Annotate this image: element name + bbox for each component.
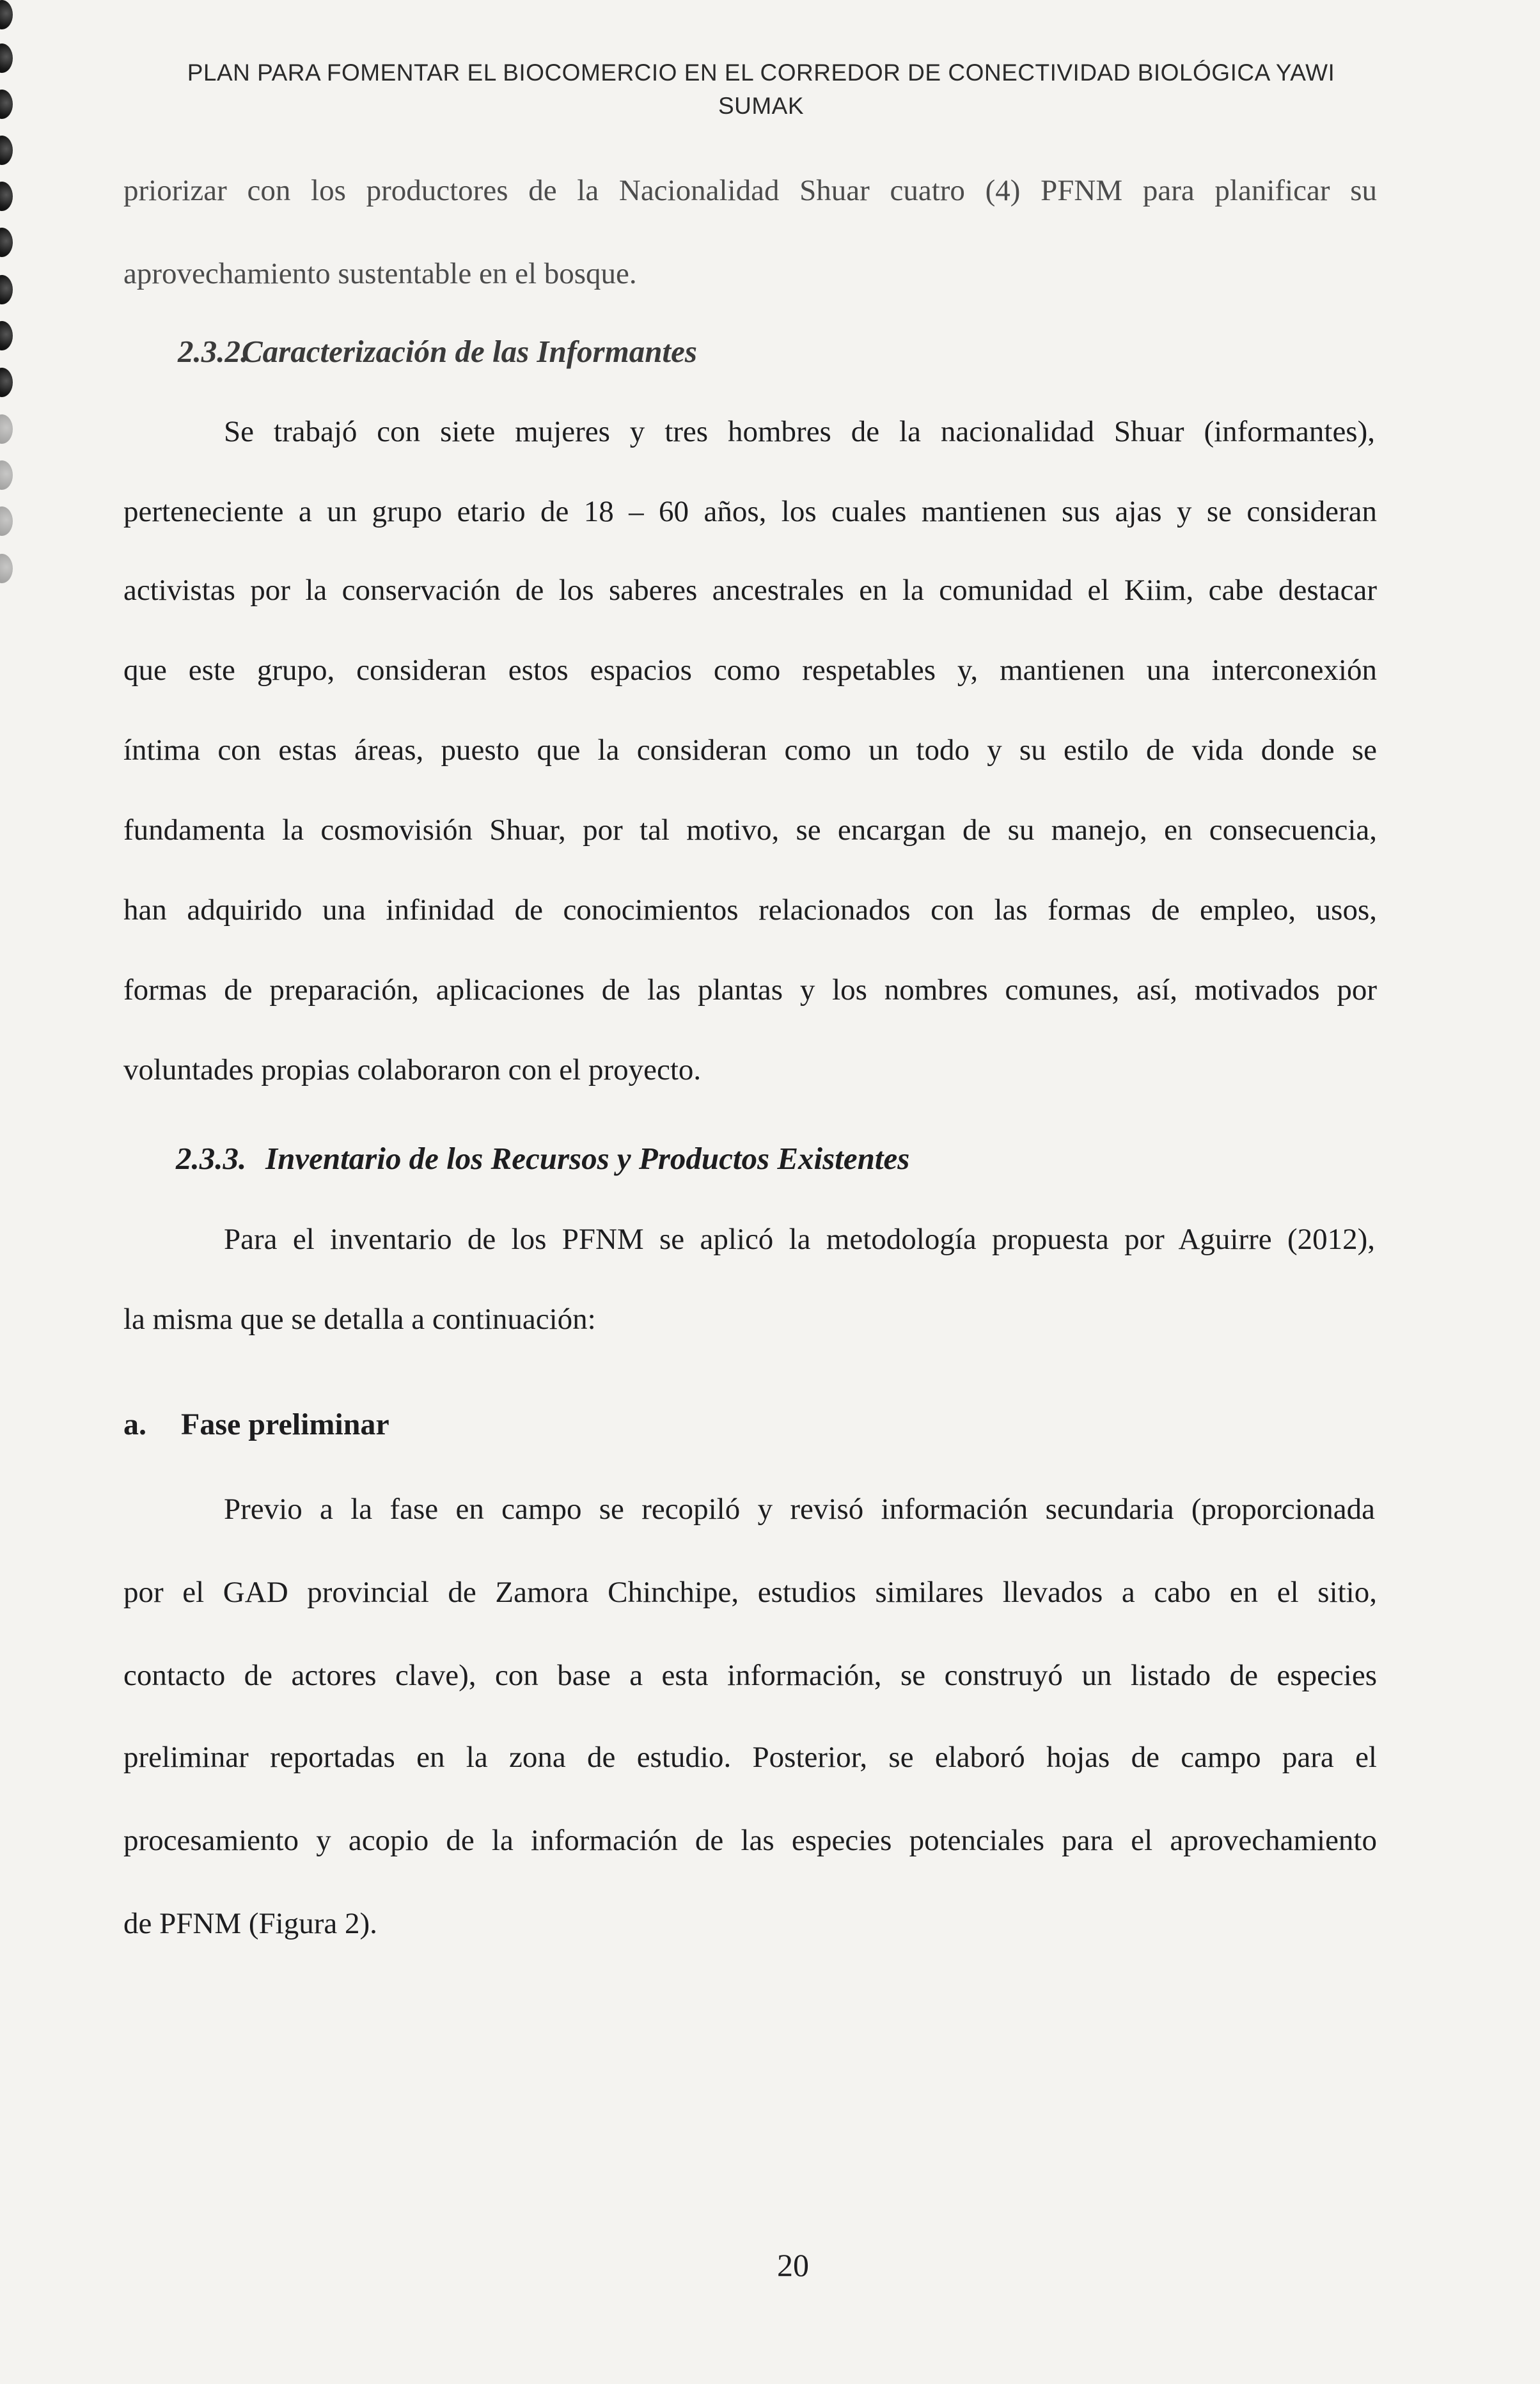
intro-line-2: aprovechamiento sustentable en el bosque. — [123, 257, 637, 290]
binding-ring — [0, 136, 13, 165]
page-number: 20 — [777, 2247, 809, 2283]
subsection-marker: a. — [123, 1408, 146, 1441]
binding-ring — [0, 460, 13, 490]
subsection-title: Fase preliminar — [181, 1408, 389, 1441]
running-header — [153, 56, 1369, 123]
binding-ring — [0, 228, 13, 257]
paragraph-line: Previo a la fase en campo se recopiló y revisó información secundaria (proporcionada — [224, 1493, 1375, 1526]
paragraph-line: procesamiento y acopio de la información de las especies potenciales para el aprovechamiento — [123, 1824, 1377, 1857]
spiral-binding — [0, 0, 19, 639]
section-number: 2.3.3. — [176, 1141, 247, 1176]
paragraph-line: íntima con estas áreas, puesto que la consideran como un todo y su estilo de vida donde se — [123, 733, 1377, 767]
binding-ring — [0, 275, 13, 304]
binding-ring — [0, 554, 13, 583]
paragraph-line: la misma que se detalla a continuación: — [123, 1303, 596, 1336]
header-line-1: PLAN PARA FOMENTAR EL BIOCOMERCIO EN EL CORREDOR DE CONECTIVIDAD BIOLÓGICA YAWI — [187, 59, 1335, 86]
paragraph-line: voluntades propias colaboraron con el proyecto. — [123, 1053, 702, 1086]
section-heading-2-3-3 — [176, 1140, 909, 1178]
paragraph-line: fundamenta la cosmovisión Shuar, por tal motivo, se encargan de su manejo, en consecuencia, — [123, 813, 1377, 847]
paragraph-line: han adquirido una infinidad de conocimientos relacionados con las formas de empleo, usos, — [123, 893, 1377, 927]
subsection-heading-a — [123, 1406, 389, 1444]
binding-ring — [0, 182, 13, 211]
paragraph-line: por el GAD provincial de Zamora Chinchipe, estudios similares llevados a cabo en el sitio, — [123, 1576, 1377, 1609]
paragraph-line: Se trabajó con siete mujeres y tres hombres de la nacionalidad Shuar (informantes), — [224, 415, 1375, 448]
paragraph-line: que este grupo, consideran estos espacios como respetables y, mantienen una interconexión — [123, 654, 1377, 687]
paragraph-line: de PFNM (Figura 2). — [123, 1907, 377, 1940]
section-title: Caracterización de las Informantes — [242, 334, 697, 369]
binding-ring — [0, 90, 13, 119]
section-title: Inventario de los Recursos y Productos Existentes — [265, 1141, 910, 1176]
header-line-2: SUMAK — [718, 93, 805, 119]
paragraph-line: activistas por la conservación de los saberes ancestrales en la comunidad el Kiim, cabe destacar — [123, 574, 1377, 607]
paragraph-line: contacto de actores clave), con base a esta información, se construyó un listado de especies — [123, 1659, 1377, 1692]
section-heading-2-3-2 — [178, 333, 697, 371]
section-number: 2.3.2. — [178, 334, 249, 369]
paragraph-line: formas de preparación, aplicaciones de las plantas y los nombres comunes, así, motivados por — [123, 973, 1377, 1007]
binding-ring — [0, 0, 13, 29]
binding-ring — [0, 414, 13, 444]
binding-ring — [0, 321, 13, 350]
paragraph-line: Para el inventario de los PFNM se aplicó la metodología propuesta por Aguirre (2012), — [224, 1223, 1375, 1256]
binding-ring — [0, 368, 13, 397]
binding-ring — [0, 506, 13, 536]
intro-line-1: priorizar con los productores de la Nacionalidad Shuar cuatro (4) PFNM para planificar su — [123, 174, 1377, 207]
paragraph-line: perteneciente a un grupo etario de 18 – 60 años, los cuales mantienen sus ajas y se consideran — [123, 495, 1377, 528]
paragraph-line: preliminar reportadas en la zona de estudio. Posterior, se elaboró hojas de campo para el — [123, 1741, 1377, 1774]
binding-ring — [0, 43, 13, 73]
